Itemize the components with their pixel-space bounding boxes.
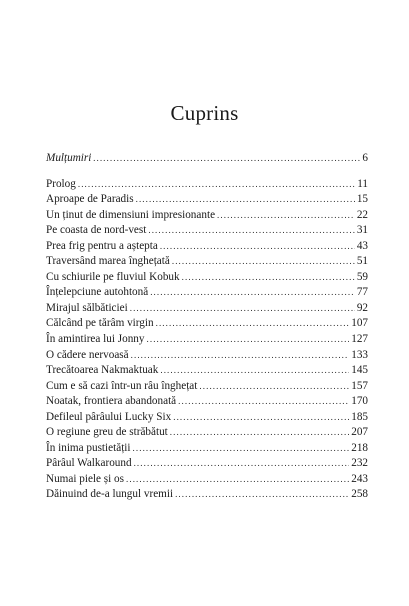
toc-entry: [46, 301, 368, 317]
dot-leader: [199, 379, 349, 395]
toc-entry: [46, 487, 368, 503]
toc-entry-label: Trecătoarea Nakmaktuak: [46, 364, 159, 377]
toc-entry: [46, 456, 368, 472]
toc-entry-label: O regiune greu de străbătut: [46, 426, 168, 439]
toc-entry-page: 243: [351, 472, 368, 485]
dot-leader: [172, 254, 355, 270]
toc-entry-page: 185: [351, 410, 368, 423]
toc-entry: [46, 254, 368, 270]
dot-leader: [182, 270, 355, 286]
dot-leader: [178, 394, 349, 410]
dot-leader: [134, 456, 350, 472]
toc-entry-page: 107: [351, 317, 368, 330]
dot-leader: [147, 332, 350, 348]
toc-entry-label: Aproape de Paradis: [46, 193, 134, 206]
toc-entry-page: 31: [356, 224, 368, 237]
toc-entry: [46, 379, 368, 395]
toc-entry-page: 22: [356, 208, 368, 221]
toc-entry-page: 258: [351, 488, 368, 501]
toc-entry-label: În inima pustietății: [46, 441, 131, 454]
toc-entry-label: Mulțumiri: [46, 152, 92, 164]
toc-entry: [46, 177, 368, 193]
section-gap: [46, 167, 368, 177]
toc-entry-page: 6: [362, 152, 368, 164]
toc-entry-page: 157: [351, 379, 368, 392]
toc-entry-page: 92: [356, 301, 368, 314]
dot-leader: [131, 348, 350, 364]
toc-entry-label: Înțelepciune autohtonă: [46, 286, 149, 299]
toc-entry: [46, 332, 368, 348]
toc-entry-label: Dăinuind de-a lungul vremii: [46, 488, 174, 501]
toc-entry: [46, 270, 368, 286]
toc-entry-label: Traversând marea înghețată: [46, 255, 170, 268]
page-title: Cuprins: [170, 101, 239, 125]
toc-entry-label: Defileul pârâului Lucky Six: [46, 410, 172, 423]
toc-entry: [46, 363, 368, 379]
dot-leader: [150, 285, 355, 301]
toc-entry-page: 43: [356, 239, 368, 252]
toc-entry-page: 170: [351, 395, 368, 408]
toc-entry-label: Prea frig pentru a aștepta: [46, 239, 158, 252]
toc-entry-page: 133: [351, 348, 368, 361]
toc-entry-page: 15: [356, 193, 368, 206]
dot-leader: [136, 192, 355, 208]
toc-entry: [46, 285, 368, 301]
toc-entry: [46, 441, 368, 457]
toc-entry-label: Un ținut de dimensiuni impresionante: [46, 208, 216, 221]
dot-leader: [160, 239, 355, 255]
dot-leader: [156, 316, 350, 332]
toc-entry-label: Călcând pe tărâm virgin: [46, 317, 154, 330]
toc-entry-page: 207: [351, 426, 368, 439]
toc-entry: [46, 239, 368, 255]
dot-leader: [93, 151, 360, 167]
toc-entry: [46, 208, 368, 224]
toc-entry-label: Mirajul sălbăticiei: [46, 301, 128, 314]
dot-leader: [130, 301, 355, 317]
toc-entry-label: Prolog: [46, 177, 76, 190]
dot-leader: [173, 410, 349, 426]
toc-entry-label: Cu schiurile pe fluviul Kobuk: [46, 270, 180, 283]
dot-leader: [175, 487, 349, 503]
toc-entry: [46, 348, 368, 364]
toc-entry: [46, 472, 368, 488]
toc-entry-label: Pârâul Walkaround: [46, 457, 132, 470]
dot-leader: [160, 363, 349, 379]
toc-entry: [46, 410, 368, 426]
toc-entry-label: Pe coasta de nord-vest: [46, 224, 147, 237]
toc-entry-page: 51: [356, 255, 368, 268]
toc-entry-page: 59: [356, 270, 368, 283]
dot-leader: [148, 223, 354, 239]
toc-entry-page: 218: [351, 441, 368, 454]
dot-leader: [170, 425, 349, 441]
toc-entry-label: O cădere nervoasă: [46, 348, 129, 361]
toc-entry: [46, 223, 368, 239]
toc-entry-page: 145: [351, 364, 368, 377]
toc-entry-label: Numai piele și os: [46, 472, 124, 485]
toc-entry: [46, 425, 368, 441]
toc-entry: [46, 316, 368, 332]
toc-entry-label: Noatak, frontiera abandonată: [46, 395, 177, 408]
dot-leader: [78, 177, 355, 193]
toc-entry-page: 11: [357, 177, 368, 190]
dot-leader: [217, 208, 355, 224]
toc-entry: [46, 394, 368, 410]
dot-leader: [133, 441, 350, 457]
table-of-contents: [46, 151, 368, 503]
toc-entry-label: În amintirea lui Jonny: [46, 333, 145, 346]
toc-entry-acknowledgements: [46, 151, 368, 167]
toc-entry-page: 127: [351, 333, 368, 346]
dot-leader: [126, 472, 349, 488]
toc-entry: [46, 192, 368, 208]
toc-entry-page: 232: [351, 457, 368, 470]
toc-entry-page: 77: [356, 286, 368, 299]
toc-entry-label: Cum e să cazi într-un râu înghețat: [46, 379, 198, 392]
